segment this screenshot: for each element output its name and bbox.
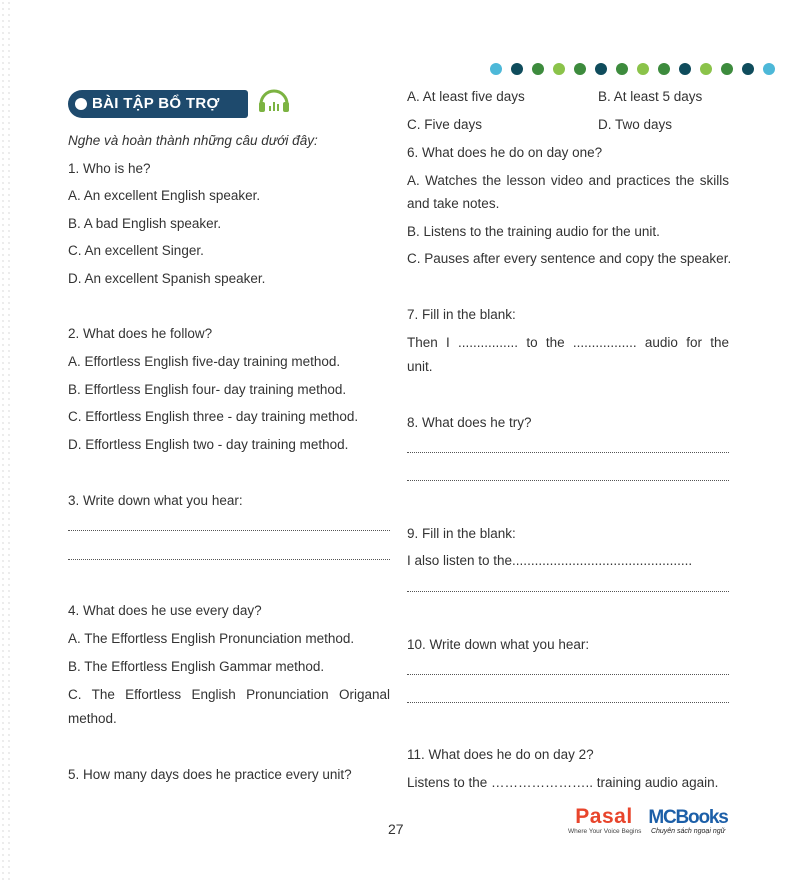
q9-blank-sentence: I also listen to the................................................ <box>407 553 693 568</box>
q4-option-c: C. The Effortless English Pronunciation Origanal <box>68 687 390 702</box>
q10-answer-line-1[interactable] <box>407 674 729 675</box>
q5-option-b: B. At least 5 days <box>598 89 703 104</box>
q6-option-c: C. Pauses after every sentence and copy the speaker. <box>407 251 732 266</box>
pasal-logo-text: Pasal <box>575 805 633 828</box>
decorative-dot <box>700 63 712 75</box>
q7-blank-sentence-continued: unit. <box>407 359 433 374</box>
decorative-dot <box>658 63 670 75</box>
question-1: 1. Who is he? <box>68 161 151 176</box>
section-badge <box>68 90 248 118</box>
q9-answer-line[interactable] <box>407 591 729 592</box>
question-3: 3. Write down what you hear: <box>68 493 243 508</box>
pasal-logo <box>568 806 640 835</box>
decorative-dot <box>532 63 544 75</box>
q6-option-b: B. Listens to the training audio for the unit. <box>407 224 660 239</box>
instruction-text: Nghe và hoàn thành những câu dưới đây: <box>68 133 318 148</box>
mcbooks-logo-text: MCBooks <box>648 807 728 828</box>
q2-option-c: C. Effortless English three - day training method. <box>68 409 359 424</box>
decorative-dot <box>595 63 607 75</box>
decorative-dot <box>616 63 628 75</box>
question-7: 7. Fill in the blank: <box>407 307 516 322</box>
page-number: 27 <box>388 821 404 837</box>
question-8: 8. What does he try? <box>407 415 532 430</box>
q5-option-d: D. Two days <box>598 117 673 132</box>
question-10: 10. Write down what you hear: <box>407 637 590 652</box>
decorative-dot-row <box>490 63 775 75</box>
badge-bullet-icon <box>75 98 87 110</box>
q4-option-b: B. The Effortless English Gammar method. <box>68 659 325 674</box>
q4-option-c-continued: method. <box>68 711 117 726</box>
question-6: 6. What does he do on day one? <box>407 145 603 160</box>
headphones-icon <box>257 86 291 114</box>
q3-answer-line-1[interactable] <box>68 530 390 531</box>
decorative-dot <box>679 63 691 75</box>
q10-answer-line-2[interactable] <box>407 702 729 703</box>
q2-option-a: A. Effortless English five-day training method. <box>68 354 341 369</box>
decorative-dot <box>763 63 775 75</box>
q8-answer-line-1[interactable] <box>407 452 729 453</box>
question-11: 11. What does he do on day 2? <box>407 747 594 762</box>
question-5: 5. How many days does he practice every unit? <box>68 767 352 782</box>
mcbooks-tagline: Chuyên sách ngoại ngữ <box>650 828 726 835</box>
decorative-dot <box>637 63 649 75</box>
q7-blank-sentence: Then I ................ to the ................. audio for the <box>407 335 729 350</box>
decorative-dot <box>721 63 733 75</box>
question-4: 4. What does he use every day? <box>68 603 262 618</box>
q8-answer-line-2[interactable] <box>407 480 729 481</box>
mcbooks-logo <box>645 808 731 835</box>
q4-option-a: A. The Effortless English Pronunciation method. <box>68 631 355 646</box>
question-2: 2. What does he follow? <box>68 326 213 341</box>
section-title: BÀI TẬP BỔ TRỢ <box>92 95 220 112</box>
q1-option-a: A. An excellent English speaker. <box>68 188 261 203</box>
q5-option-c: C. Five days <box>407 117 483 132</box>
decorative-dot <box>574 63 586 75</box>
question-9: 9. Fill in the blank: <box>407 526 516 541</box>
q3-answer-line-2[interactable] <box>68 559 390 560</box>
q1-option-b: B. A bad English speaker. <box>68 216 222 231</box>
decorative-dot <box>553 63 565 75</box>
q11-answer-sentence: Listens to the ………………….. training audio again. <box>407 775 719 790</box>
q2-option-d: D. Effortless English two - day training method. <box>68 437 349 452</box>
q2-option-b: B. Effortless English four- day training method. <box>68 382 347 397</box>
q6-option-a: A. Watches the lesson video and practices the skills <box>407 173 729 188</box>
q6-option-a-continued: and take notes. <box>407 196 500 211</box>
q1-option-c: C. An excellent Singer. <box>68 243 204 258</box>
q1-option-d: D. An excellent Spanish speaker. <box>68 271 266 286</box>
decorative-dot <box>490 63 502 75</box>
pasal-tagline: Where Your Voice Begins <box>568 828 642 835</box>
decorative-dot <box>511 63 523 75</box>
q5-option-a: A. At least five days <box>407 89 525 104</box>
decorative-dot <box>742 63 754 75</box>
